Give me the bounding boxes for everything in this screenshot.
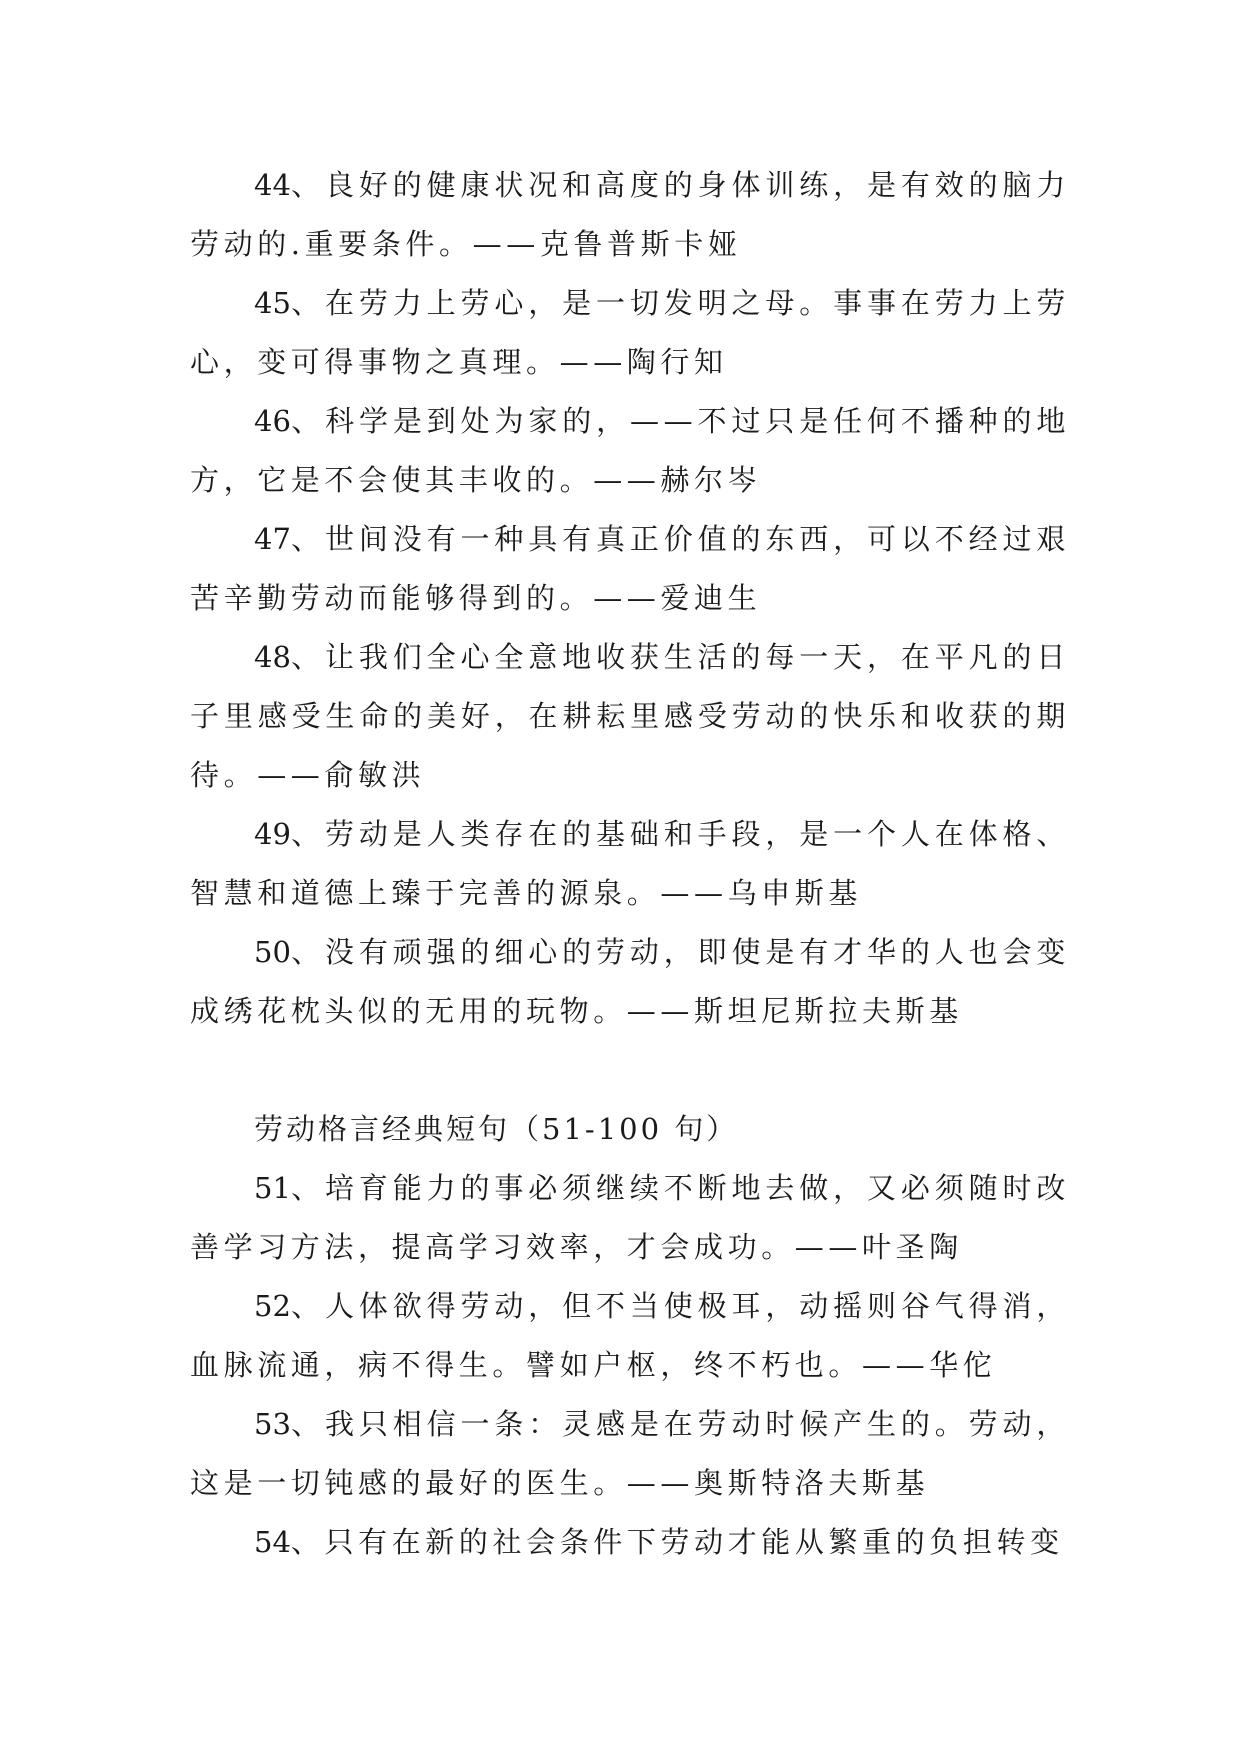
quote-number: 48 (254, 640, 291, 674)
quote-text: 、在劳力上劳心，是一切发明之母。事事在劳力上劳心，变可得事物之真理。——陶行知 (190, 286, 1070, 379)
quote-number: 44 (254, 168, 291, 202)
quote-52 (190, 1277, 1070, 1395)
quote-number: 50 (254, 935, 291, 969)
quote-text: 、劳动是人类存在的基础和手段，是一个人在体格、智慧和道德上臻于完善的源泉。——乌申斯基 (190, 817, 1070, 910)
quote-51 (190, 1159, 1070, 1277)
quote-50 (190, 923, 1070, 1041)
quote-number: 46 (254, 404, 291, 438)
quote-45 (190, 274, 1070, 392)
quote-number: 54 (254, 1525, 291, 1559)
quote-text: 、只有在新的社会条件下劳动才能从繁重的负担转变 (290, 1525, 1064, 1559)
quote-text: 、科学是到处为家的，——不过只是任何不播种的地方，它是不会使其丰收的。——赫尔岑 (190, 404, 1070, 497)
quote-text: 、没有顽强的细心的劳动，即使是有才华的人也会变成绣花枕头似的无用的玩物。——斯坦尼斯拉夫斯基 (190, 935, 1070, 1028)
quote-text: 、让我们全心全意地收获生活的每一天，在平凡的日子里感受生命的美好，在耕耘里感受劳动的快乐和收获的期待。——俞敏洪 (190, 640, 1070, 792)
quote-47 (190, 510, 1070, 628)
quote-number: 51 (254, 1171, 291, 1205)
quote-49 (190, 805, 1070, 923)
quote-text: 、培育能力的事必须继续不断地去做，又必须随时改善学习方法，提高学习效率，才会成功。——叶圣陶 (190, 1171, 1070, 1264)
document-body (190, 156, 1070, 1572)
quote-text: 、世间没有一种具有真正价值的东西，可以不经过艰苦辛勤劳动而能够得到的。——爱迪生 (190, 522, 1070, 615)
quote-number: 53 (254, 1407, 291, 1441)
quote-text: 、良好的健康状况和高度的身体训练，是有效的脑力劳动的.重要条件。——克鲁普斯卡娅 (190, 168, 1070, 261)
quote-number: 49 (254, 817, 291, 851)
section-title: 劳动格言经典短句（51-100 句） (254, 1112, 739, 1146)
quote-46 (190, 392, 1070, 510)
quote-number: 45 (254, 286, 291, 320)
quote-text: 、人体欲得劳动，但不当使极耳，动摇则谷气得消，血脉流通，病不得生。譬如户枢，终不朽也。——华佗 (190, 1289, 1070, 1382)
quote-54 (190, 1513, 1070, 1572)
quote-44 (190, 156, 1070, 274)
quote-text: 、我只相信一条：灵感是在劳动时候产生的。劳动，这是一切钝感的最好的医生。——奥斯特洛夫斯基 (190, 1407, 1070, 1500)
quote-48 (190, 628, 1070, 805)
quote-53 (190, 1395, 1070, 1513)
quote-number: 52 (254, 1289, 291, 1323)
quote-number: 47 (254, 522, 291, 556)
